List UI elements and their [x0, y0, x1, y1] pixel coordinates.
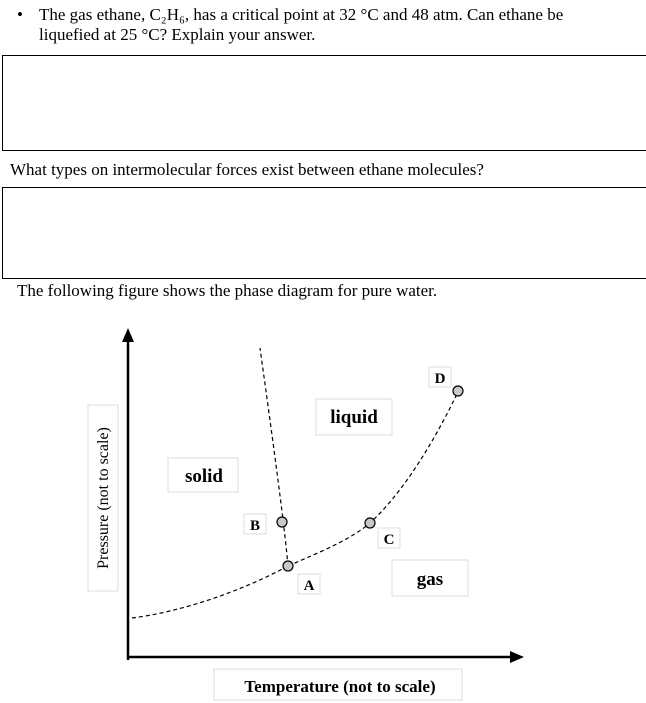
- y-axis-label: Pressure (not to scale): [95, 427, 112, 569]
- region-liquid: liquid: [330, 407, 378, 428]
- sublimation-curve: [132, 566, 288, 618]
- point-C-marker: [365, 518, 375, 528]
- x-axis-arrow-icon: [510, 651, 524, 663]
- point-B-marker: [277, 517, 287, 527]
- point-A-marker: [283, 561, 293, 571]
- x-axis-label: Temperature (not to scale): [244, 677, 436, 696]
- answer-box-2[interactable]: [2, 187, 646, 279]
- question-1-text: The gas ethane, C₂H₆, has a critical point at 32 °C and 48 atm. Can ethane be liquefied at 25 °C? Explain your answer.: [39, 5, 564, 44]
- question-2-text: What types on intermolecular forces exist between ethane molecules?: [10, 160, 484, 179]
- question-1: [17, 5, 627, 45]
- point-C-label: C: [383, 532, 395, 548]
- bullet-marker: •: [17, 5, 23, 24]
- point-D-marker: [453, 386, 463, 396]
- region-solid: solid: [184, 466, 224, 487]
- phase-diagram: [0, 300, 646, 703]
- answer-box-1[interactable]: [2, 55, 646, 151]
- y-axis-arrow-icon: [122, 328, 134, 342]
- region-gas: gas: [416, 569, 444, 590]
- point-A-label: A: [303, 578, 315, 594]
- phase-diagram-intro: The following figure shows the phase diagram for pure water.: [17, 281, 438, 300]
- point-D-label: D: [434, 371, 446, 387]
- point-B-label: B: [249, 518, 261, 534]
